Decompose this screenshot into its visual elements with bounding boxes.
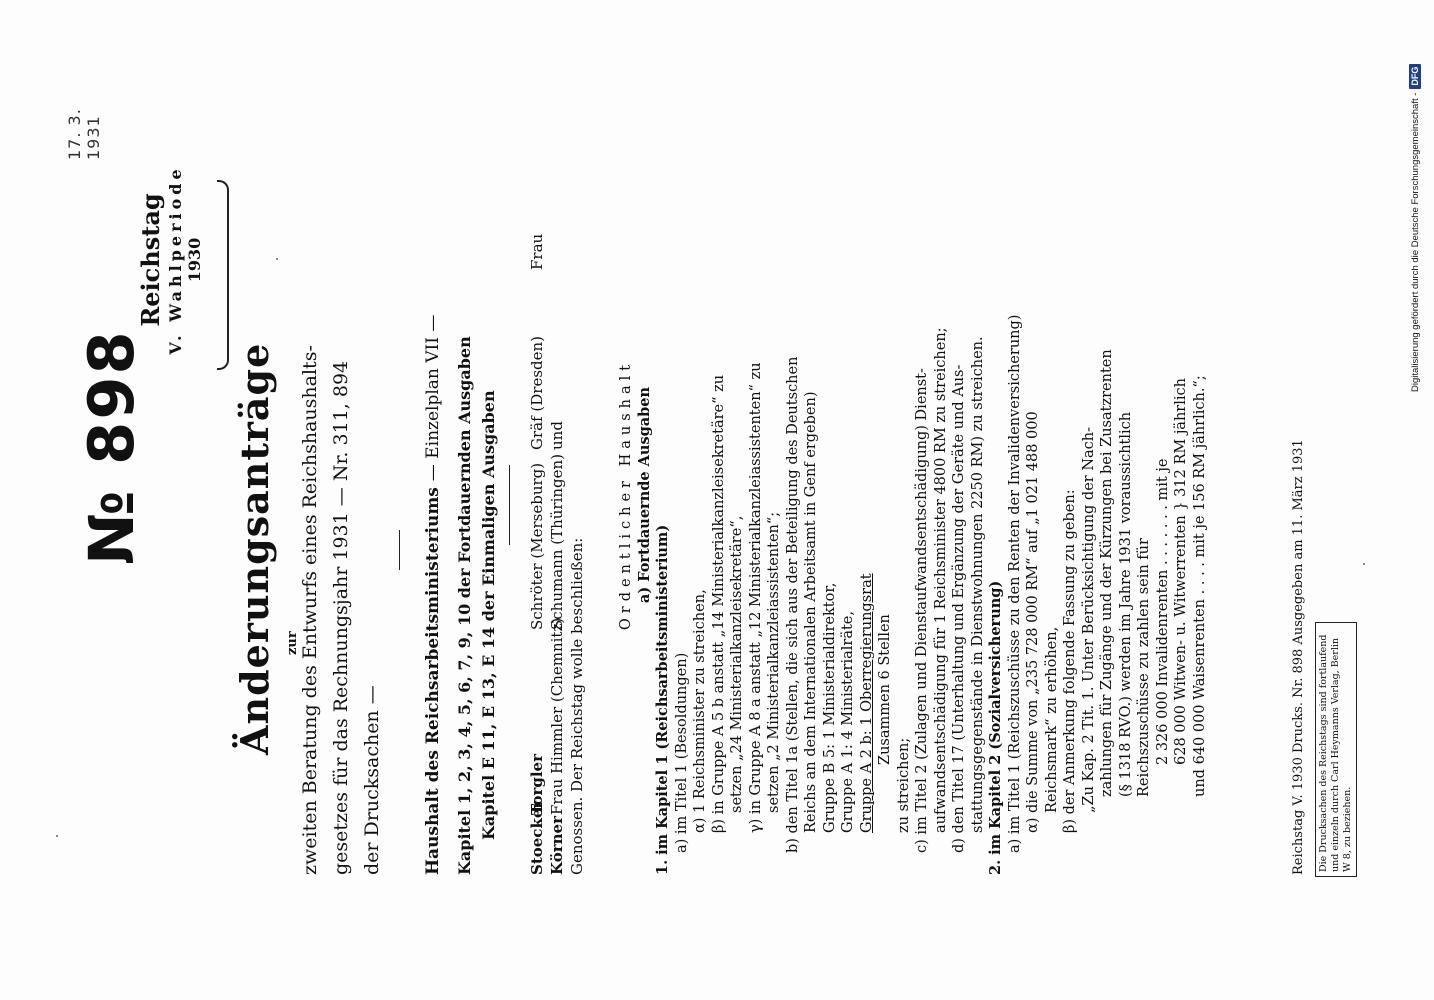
- list-item: setzen „24 Ministerialkanzleisekretäre“,: [729, 515, 745, 813]
- masthead: [67, 95, 300, 955]
- list-item: α) die Summe von „235 728 000 RM“ auf „1 021 488 000: [1025, 411, 1041, 833]
- signatory-row: [547, 234, 567, 875]
- list-item: Reichs an dem Internationalen Arbeitsamt in Genf ergeben): [803, 391, 819, 833]
- list-item: a) im Titel 1 (Reichszuschüsse zu den Renten der Invalidenversicherung): [1006, 314, 1023, 853]
- section-heading: Ordentlicher Haushalt: [618, 359, 634, 631]
- list-item: Gruppe B 5: 1 Ministerialdirektor,: [821, 582, 838, 833]
- list-item: Reichszuschüsse zu zahlen sein für: [1136, 538, 1152, 797]
- page-title: Änderungsanträge: [232, 342, 277, 755]
- resolution-line: Genossen. Der Reichstag wolle beschließen:: [568, 537, 586, 875]
- footer-line: Reichstag V. 1930 Drucks. Nr. 898 Ausgegeben am 11. März 1931: [1291, 439, 1306, 875]
- list-item: 2. im Kapitel 2 (Sozialversicherung): [987, 580, 1004, 875]
- signatory: Torgler: [528, 754, 546, 815]
- list-item: c) im Titel 2 (Zulagen und Dienstaufwandsentschädigung) Dienst-: [914, 368, 930, 853]
- signatory: Stoecker: [528, 800, 546, 875]
- imprint-box: Die Drucksachen des Reichstags sind fortlaufend und einzeln durch Carl Heymanns Verlag, Berlin W 8, zu beziehen.: [1315, 622, 1357, 877]
- scan-speck: [276, 258, 278, 260]
- signatory: Schröter (Merseburg): [528, 462, 546, 630]
- reichstag-block: [137, 165, 204, 355]
- document-number: № 898: [75, 329, 148, 565]
- table-row: 628 000 Witwen- u. Witwerrenten } 312 RM jährlich: [1173, 378, 1189, 765]
- list-item: α) 1 Reichsminister zu streichen,: [692, 589, 708, 833]
- list-item: Gruppe A 1: 4 Ministerialräte,: [840, 611, 856, 833]
- list-item: Zusammen 6 Stellen: [877, 614, 893, 765]
- signatory: und: [548, 421, 566, 450]
- digitization-text: Digitalisierung gefördert durch die Deutsche Forschungsgemeinschaft -: [1409, 92, 1421, 392]
- intro-line: der Drucksachen —: [361, 685, 383, 875]
- table-row: und 640 000 Waisenrenten . . . . mit je 156 RM jährlich.“;: [1191, 375, 1208, 797]
- divider: [509, 465, 510, 545]
- signatory: Gräf (Dresden): [528, 335, 546, 450]
- list-item: zu streichen;: [895, 737, 912, 833]
- kapitel-line: Kapitel 1, 2, 3, 4, 5, 6, 7, 9, 10 der Fortdauernden Ausgaben: [455, 336, 474, 875]
- signatory-row: [527, 234, 547, 875]
- table-cell: 2 326 000 Invalidenrenten . . . . . . .: [1154, 505, 1171, 765]
- table-cell: mit je: [1154, 458, 1171, 501]
- section-subheading: a) Fortdauernde Ausgaben: [635, 386, 653, 604]
- signatories: [527, 234, 587, 875]
- signatory: Frau: [528, 233, 546, 270]
- list-item: (§ 1318 RVO.) werden im Jahre 1931 voraussichtlich: [1117, 411, 1134, 797]
- haushalt-heading: [423, 315, 443, 875]
- einzelplan-label: — Einzelplan VII —: [423, 314, 443, 482]
- list-item: „Zu Kap. 2 Tit. 1. Unter Berücksichtigung der Nach-: [1080, 426, 1097, 813]
- haushalt-title: Haushalt des Reichsarbeitsministeriums: [423, 487, 443, 875]
- brace-rule: [217, 180, 229, 370]
- signatory: Frau Himmler (Chemnitz): [548, 617, 566, 815]
- list-item: a) im Titel 1 (Besoldungen): [673, 652, 690, 853]
- list-item: aufwandsentschädigung für 1 Reichsminister 4800 RM zu streichen;: [932, 327, 949, 833]
- intro-line: gesetzes für das Rechnungsjahr 1931 — Nr. 311, 894: [330, 360, 352, 875]
- list-item: β) der Anmerkung folgende Fassung zu geben:: [1062, 489, 1078, 833]
- kapitel-line: Kapitel E 11, E 13, E 14 der Einmaligen Ausgaben: [479, 390, 498, 840]
- signatory: Schumann (Thüringen): [548, 453, 566, 630]
- list-item: γ) in Gruppe A 8 a anstatt „12 Ministerialkanzleiassistenten“ zu: [747, 362, 764, 833]
- scan-speck: [1363, 563, 1365, 565]
- list-item: zahlungen für Zugänge und der Kürzungen bei Zusatzrenten: [1099, 349, 1115, 797]
- divider: [399, 530, 400, 570]
- reichstag-label: Reichstag: [136, 193, 165, 327]
- intro-paragraph: [295, 175, 388, 875]
- list-item: 1. im Kapitel 1 (Reichsarbeitsministerium): [654, 524, 671, 875]
- year-label: 1930: [184, 237, 204, 283]
- document-page: [57, 95, 1353, 955]
- signatory: Körner: [548, 816, 566, 875]
- list-item: β) in Gruppe A 5 b anstatt „14 Ministerialkanzleisekretäre“ zu: [710, 374, 727, 833]
- document-body: [617, 115, 1209, 875]
- dfg-logo: DFG: [1409, 64, 1421, 89]
- list-item: stattungsgegenstände in Dienstwohnungen 2250 RM) zu streichen.: [969, 336, 986, 833]
- list-item: d) den Titel 17 (Unterhaltung und Ergänzung der Geräte und Aus-: [951, 364, 967, 853]
- scan-speck: [56, 835, 58, 837]
- table-row: [1154, 115, 1173, 875]
- digitization-credit: [1409, 64, 1421, 392]
- list-item: setzen „2 Ministerialkanzleiassistenten“;: [766, 511, 782, 813]
- list-item: Reichsmark“ zu erhöhen,: [1043, 626, 1060, 813]
- handwritten-date: 17. 3. 1931: [65, 108, 103, 160]
- list-item: Gruppe A 2 b: 1 Oberregierungsrat: [858, 573, 875, 833]
- wahlperiode-label: V. Wahlperiode: [165, 165, 185, 355]
- intro-line: zweiten Beratung des Entwurfs eines Reichshaushalts-: [299, 345, 321, 875]
- list-item: b) den Titel 1a (Stellen, die sich aus der Beteiligung des Deutschen: [784, 356, 801, 853]
- zur-label: zur: [285, 631, 300, 655]
